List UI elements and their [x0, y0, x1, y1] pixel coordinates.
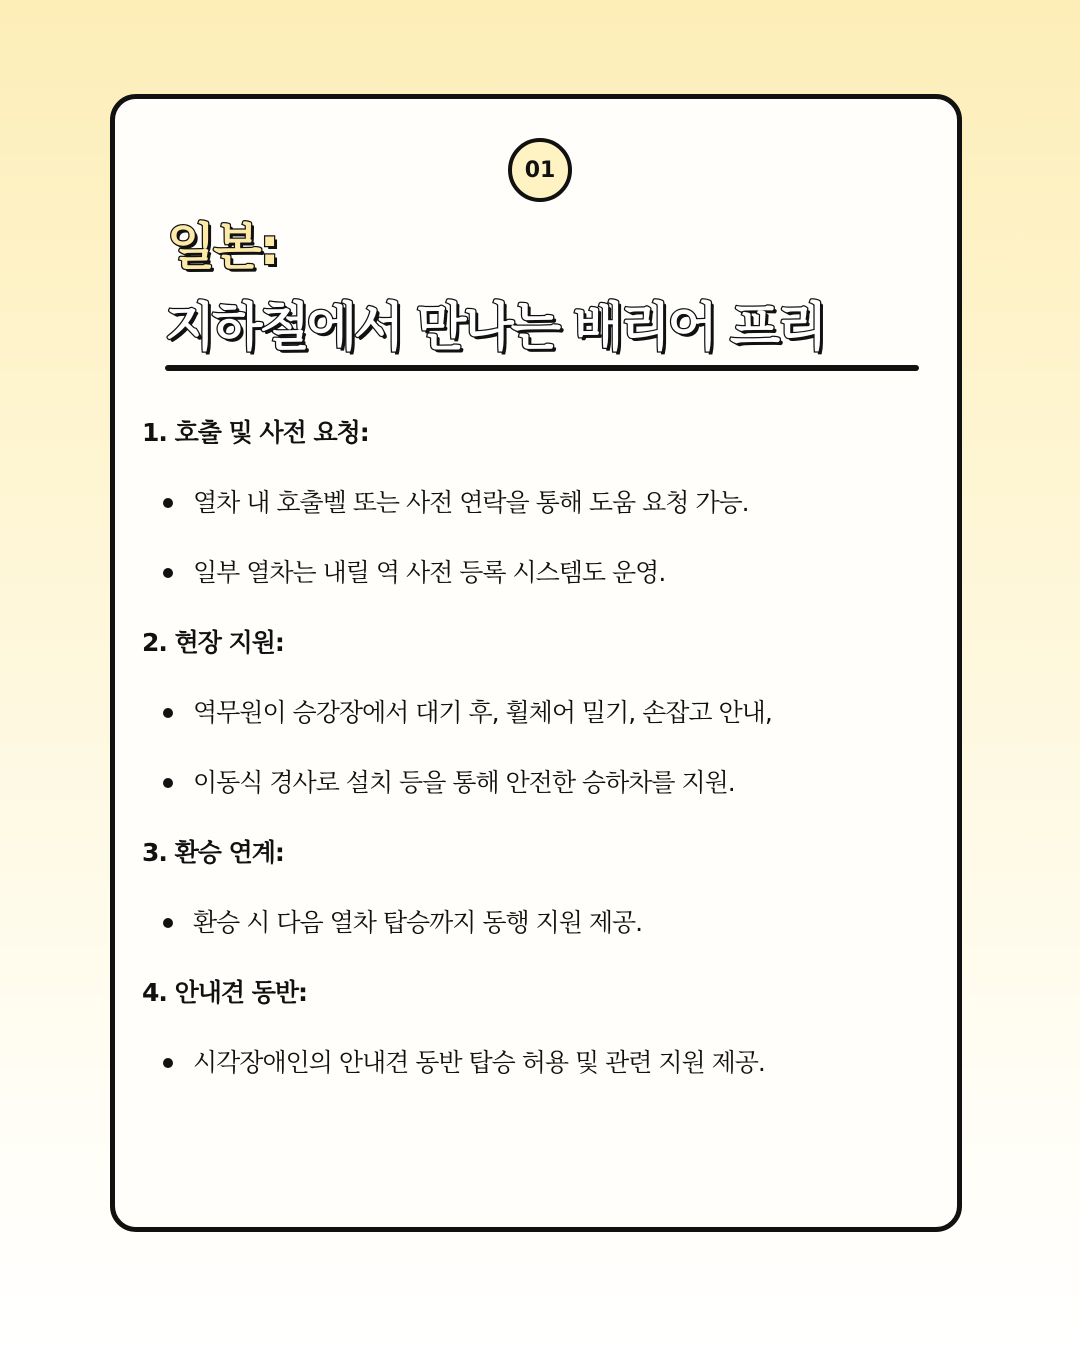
section-heading-2: 2. 현장 지원: — [142, 628, 284, 657]
bullet-dot-icon — [163, 918, 173, 928]
list-item — [163, 697, 772, 729]
bullet-dot-icon — [163, 498, 173, 508]
list-item — [163, 767, 735, 799]
list-item-text: 환승 시 다음 열차 탑승까지 동행 지원 제공. — [193, 908, 643, 937]
bullet-dot-icon — [163, 1058, 173, 1068]
list-item — [163, 557, 665, 589]
list-item — [163, 487, 749, 519]
list-item — [163, 907, 642, 939]
section-heading-4: 4. 안내견 동반: — [142, 978, 308, 1007]
content-card — [110, 94, 962, 1232]
list-item — [163, 1047, 765, 1079]
list-item-text: 일부 열차는 내릴 역 사전 등록 시스템도 운영. — [193, 558, 666, 587]
section-heading-3: 3. 환승 연계: — [142, 838, 284, 867]
bullet-dot-icon — [163, 708, 173, 718]
list-item-text: 역무원이 승강장에서 대기 후, 휠체어 밀기, 손잡고 안내, — [193, 698, 772, 727]
list-item-text: 이동식 경사로 설치 등을 통해 안전한 승하차를 지원. — [193, 768, 735, 797]
list-item-text: 시각장애인의 안내견 동반 탑승 허용 및 관련 지원 제공. — [193, 1048, 765, 1077]
number-badge — [508, 138, 572, 202]
title-country: 일본: — [167, 218, 278, 276]
bullet-dot-icon — [163, 568, 173, 578]
badge-number: 01 — [524, 157, 556, 183]
section-heading-1: 1. 호출 및 사전 요청: — [142, 418, 369, 447]
title-underline — [165, 365, 919, 371]
page-title: 지하철에서 만나는 배리어 프리 — [165, 298, 825, 358]
bullet-dot-icon — [163, 778, 173, 788]
list-item-text: 열차 내 호출벨 또는 사전 연락을 통해 도움 요청 가능. — [193, 488, 749, 517]
